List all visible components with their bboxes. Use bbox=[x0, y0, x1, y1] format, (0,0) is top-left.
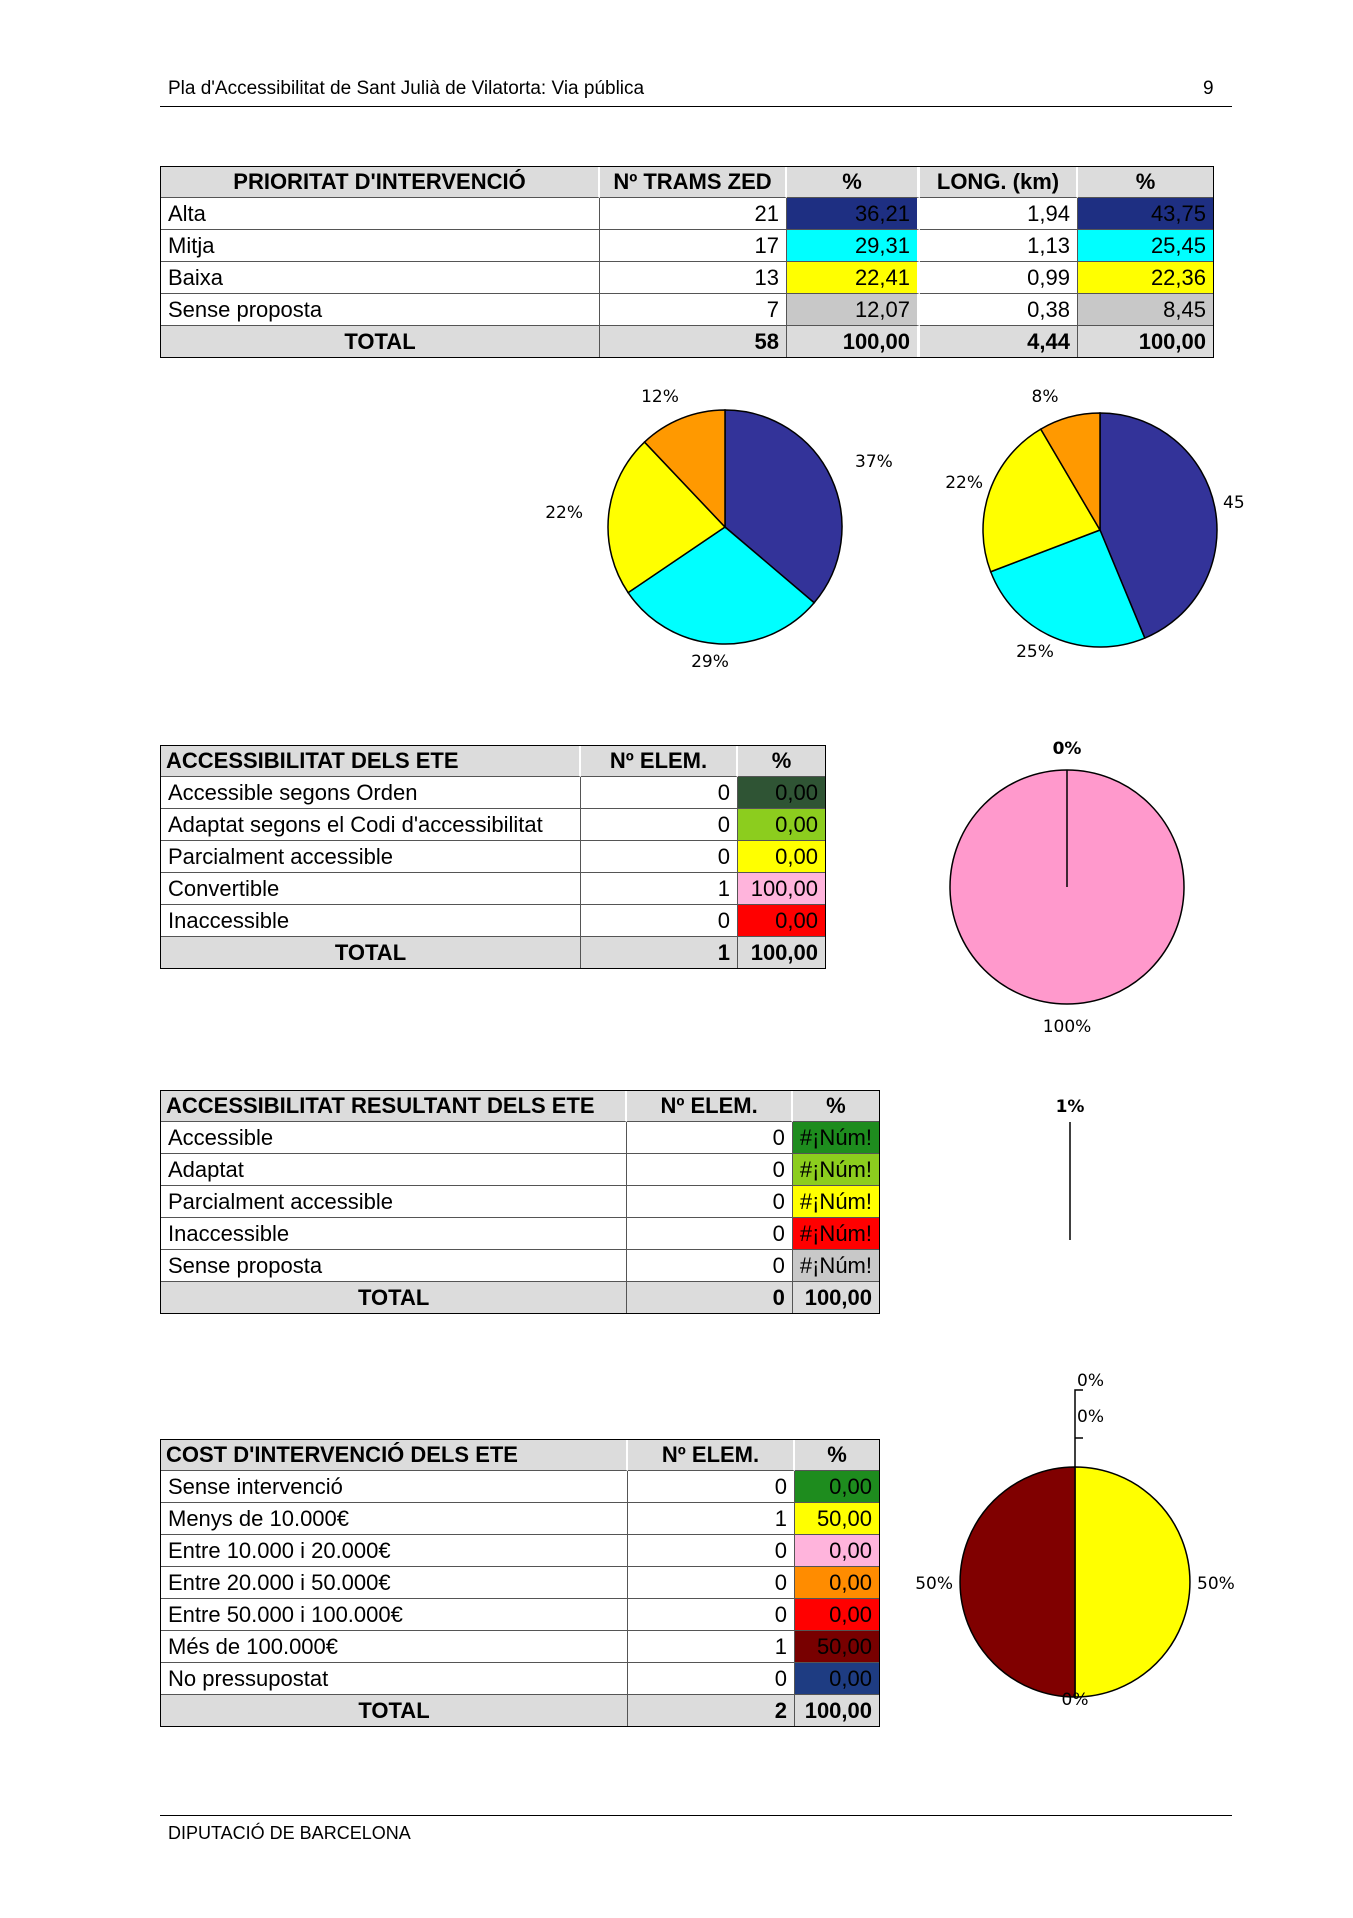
pie-chart-resulting bbox=[1020, 1080, 1120, 1240]
table-row bbox=[161, 198, 1213, 230]
table-cell: 0 bbox=[628, 1599, 795, 1631]
table-row bbox=[161, 294, 1213, 326]
table-cell: Parcialment accessible bbox=[161, 1186, 627, 1218]
table-cell: 0,00 bbox=[795, 1535, 879, 1567]
resulting-accessibility-table bbox=[160, 1090, 880, 1314]
table-cell: 0 bbox=[627, 1122, 793, 1154]
pie-data-label: 100% bbox=[1042, 1017, 1092, 1037]
table-cell: Entre 50.000 i 100.000€ bbox=[161, 1599, 628, 1631]
table-cell: 50,00 bbox=[795, 1503, 879, 1535]
table-cell: 21 bbox=[600, 198, 787, 230]
table-cell: 0 bbox=[628, 1471, 795, 1503]
table-cell: 100,00 bbox=[793, 1282, 879, 1313]
table-cell: 0 bbox=[627, 1218, 793, 1250]
priority-table bbox=[160, 166, 1214, 358]
table-cell: 1 bbox=[581, 937, 738, 968]
pie-data-label: 29% bbox=[691, 652, 729, 672]
pie-data-label: 0% bbox=[1077, 1407, 1104, 1427]
table-cell: Baixa bbox=[161, 262, 600, 294]
col-header: Nº ELEM. bbox=[627, 1091, 793, 1122]
col-header: % bbox=[1078, 167, 1213, 198]
table-row bbox=[161, 1218, 879, 1250]
table-cell: 8,45 bbox=[1078, 294, 1213, 326]
table-cell: 0 bbox=[627, 1282, 793, 1313]
table-cell: 0,00 bbox=[738, 777, 825, 809]
table-cell: 0 bbox=[628, 1663, 795, 1695]
table-row bbox=[161, 1631, 879, 1663]
table-cell: 100,00 bbox=[1078, 326, 1213, 357]
table-cell: Parcialment accessible bbox=[161, 841, 581, 873]
col-header: PRIORITAT D'INTERVENCIÓ bbox=[161, 167, 600, 198]
table-cell: Accessible segons Orden bbox=[161, 777, 581, 809]
table-cell: 100,00 bbox=[795, 1695, 879, 1726]
pie-chart-trams bbox=[540, 380, 893, 680]
table-row bbox=[161, 1122, 879, 1154]
table-cell: 4,44 bbox=[920, 326, 1078, 357]
table-total-row bbox=[161, 326, 1213, 357]
pie-data-label: 0% bbox=[1052, 739, 1082, 759]
table-cell: 0,00 bbox=[738, 905, 825, 937]
table-header-row bbox=[161, 1440, 879, 1471]
table-cell: 0 bbox=[627, 1186, 793, 1218]
col-header: % bbox=[787, 167, 920, 198]
col-header: % bbox=[793, 1091, 879, 1122]
table-cell: 1 bbox=[628, 1503, 795, 1535]
table-row bbox=[161, 905, 825, 937]
table-cell: 0,00 bbox=[795, 1599, 879, 1631]
table-row bbox=[161, 1663, 879, 1695]
pie-chart-cost bbox=[890, 1371, 1250, 1730]
table-cell: 0,00 bbox=[738, 809, 825, 841]
table-row bbox=[161, 777, 825, 809]
table-row bbox=[161, 1503, 879, 1535]
pie-data-label: 0% bbox=[1061, 1690, 1089, 1710]
table-cell: 7 bbox=[600, 294, 787, 326]
pie-data-label: 45 bbox=[1223, 493, 1245, 513]
accessibility-table bbox=[160, 745, 826, 969]
table-cell: 0 bbox=[581, 777, 738, 809]
table-cell: 0 bbox=[581, 809, 738, 841]
table-row bbox=[161, 1567, 879, 1599]
header-rule bbox=[160, 106, 1232, 107]
table-cell: 13 bbox=[600, 262, 787, 294]
table-cell: 1 bbox=[581, 873, 738, 905]
pie-data-label: 50% bbox=[1197, 1574, 1235, 1594]
table-cell: 43,75 bbox=[1078, 198, 1213, 230]
table-cell: 1,13 bbox=[920, 230, 1078, 262]
table-cell: 0,38 bbox=[920, 294, 1078, 326]
table-header-row bbox=[161, 167, 1213, 198]
table-cell: Entre 10.000 i 20.000€ bbox=[161, 1535, 628, 1567]
pie-leader-line bbox=[1075, 1390, 1083, 1467]
table-header-row bbox=[161, 746, 825, 777]
table-cell: 100,00 bbox=[787, 326, 920, 357]
table-row bbox=[161, 1535, 879, 1567]
table-cell: 36,21 bbox=[787, 198, 920, 230]
table-row bbox=[161, 1471, 879, 1503]
pie-data-label: 12% bbox=[641, 387, 679, 407]
table-row bbox=[161, 1154, 879, 1186]
table-cell: 0 bbox=[581, 905, 738, 937]
table-cell: 0 bbox=[627, 1250, 793, 1282]
table-cell: Accessible bbox=[161, 1122, 627, 1154]
table-row bbox=[161, 230, 1213, 262]
page-number: 9 bbox=[1203, 78, 1214, 99]
table-row bbox=[161, 809, 825, 841]
table-cell: 17 bbox=[600, 230, 787, 262]
table-cell: Menys de 10.000€ bbox=[161, 1503, 628, 1535]
col-header: % bbox=[795, 1440, 879, 1471]
table-cell: Mitja bbox=[161, 230, 600, 262]
table-cell: 29,31 bbox=[787, 230, 920, 262]
table-cell: #¡Núm! bbox=[793, 1154, 879, 1186]
col-header: ACCESSIBILITAT DELS ETE bbox=[161, 746, 581, 777]
table-total-row bbox=[161, 1282, 879, 1313]
table-cell: 22,36 bbox=[1078, 262, 1213, 294]
table-cell: 1 bbox=[628, 1631, 795, 1663]
table-cell: 0 bbox=[627, 1154, 793, 1186]
table-cell: 22,41 bbox=[787, 262, 920, 294]
table-cell: 1,94 bbox=[920, 198, 1078, 230]
col-header: % bbox=[738, 746, 825, 777]
table-cell: 0 bbox=[628, 1567, 795, 1599]
table-row bbox=[161, 1599, 879, 1631]
table-cell: Adaptat segons el Codi d'accessibilitat bbox=[161, 809, 581, 841]
table-row bbox=[161, 841, 825, 873]
table-cell: 0,00 bbox=[738, 841, 825, 873]
pie-data-label: 37% bbox=[855, 452, 893, 472]
table-cell: TOTAL bbox=[161, 1282, 627, 1313]
pie-data-label: 0% bbox=[1077, 1371, 1104, 1391]
table-cell: TOTAL bbox=[161, 326, 600, 357]
table-cell: No pressupostat bbox=[161, 1663, 628, 1695]
table-cell: Sense intervenció bbox=[161, 1471, 628, 1503]
table-cell: Adaptat bbox=[161, 1154, 627, 1186]
footer-text: DIPUTACIÓ DE BARCELONA bbox=[168, 1823, 411, 1843]
table-cell: 0 bbox=[581, 841, 738, 873]
table-row bbox=[161, 262, 1213, 294]
table-cell: TOTAL bbox=[161, 1695, 628, 1726]
table-cell: 50,00 bbox=[795, 1631, 879, 1663]
pie-slice bbox=[960, 1467, 1075, 1697]
table-cell: 0,00 bbox=[795, 1471, 879, 1503]
table-cell: 2 bbox=[628, 1695, 795, 1726]
pie-slice bbox=[1075, 1467, 1190, 1697]
col-header: Nº ELEM. bbox=[581, 746, 738, 777]
table-cell: #¡Núm! bbox=[793, 1186, 879, 1218]
table-cell: 0,99 bbox=[920, 262, 1078, 294]
table-cell: 100,00 bbox=[738, 873, 825, 905]
table-row bbox=[161, 1186, 879, 1218]
document-title: Pla d'Accessibilitat de Sant Julià de Vilatorta: Via pública bbox=[168, 78, 645, 99]
table-cell: Entre 20.000 i 50.000€ bbox=[161, 1567, 628, 1599]
col-header: Nº TRAMS ZED bbox=[600, 167, 787, 198]
pie-data-label: 22% bbox=[945, 473, 983, 493]
pie-chart-accessibility bbox=[930, 730, 1200, 1050]
col-header: Nº ELEM. bbox=[628, 1440, 795, 1471]
pie-data-label: 25% bbox=[1016, 642, 1054, 662]
table-total-row bbox=[161, 1695, 879, 1726]
table-cell: 0 bbox=[628, 1535, 795, 1567]
pie-data-label: 8% bbox=[1031, 387, 1059, 407]
pie-data-label: 22% bbox=[545, 503, 583, 523]
table-cell: Sense proposta bbox=[161, 294, 600, 326]
intervention-cost-table bbox=[160, 1439, 880, 1727]
footer-rule bbox=[160, 1815, 1232, 1816]
table-cell: 58 bbox=[600, 326, 787, 357]
table-cell: Inaccessible bbox=[161, 1218, 627, 1250]
col-header: ACCESSIBILITAT RESULTANT DELS ETE bbox=[161, 1091, 627, 1122]
table-cell: #¡Núm! bbox=[793, 1218, 879, 1250]
pie-chart-length bbox=[920, 380, 1250, 680]
table-cell: Alta bbox=[161, 198, 600, 230]
table-cell: #¡Núm! bbox=[793, 1250, 879, 1282]
table-cell: TOTAL bbox=[161, 937, 581, 968]
table-header-row bbox=[161, 1091, 879, 1122]
col-header: COST D'INTERVENCIÓ DELS ETE bbox=[161, 1440, 628, 1471]
table-row bbox=[161, 1250, 879, 1282]
table-cell: Convertible bbox=[161, 873, 581, 905]
table-cell: 100,00 bbox=[738, 937, 825, 968]
table-cell: 0,00 bbox=[795, 1567, 879, 1599]
table-row bbox=[161, 873, 825, 905]
table-cell: Inaccessible bbox=[161, 905, 581, 937]
table-cell: Sense proposta bbox=[161, 1250, 627, 1282]
pie-data-label: 1% bbox=[1055, 1097, 1085, 1117]
table-cell: 12,07 bbox=[787, 294, 920, 326]
table-cell: Més de 100.000€ bbox=[161, 1631, 628, 1663]
col-header: LONG. (km) bbox=[920, 167, 1078, 198]
table-cell: #¡Núm! bbox=[793, 1122, 879, 1154]
pie-data-label: 50% bbox=[915, 1574, 953, 1594]
table-total-row bbox=[161, 937, 825, 968]
table-cell: 25,45 bbox=[1078, 230, 1213, 262]
table-cell: 0,00 bbox=[795, 1663, 879, 1695]
